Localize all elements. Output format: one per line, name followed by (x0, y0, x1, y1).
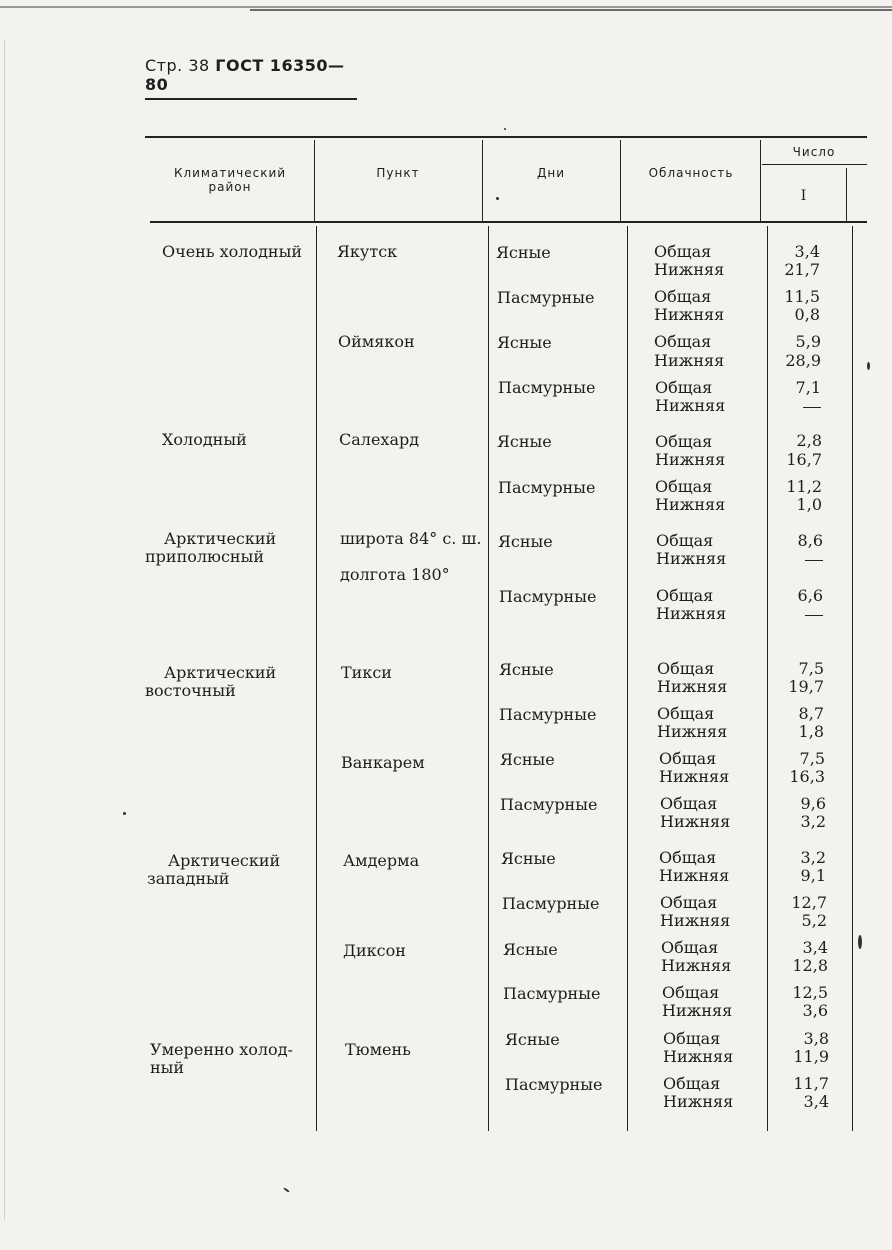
day-type: Ясные (499, 660, 554, 679)
col-divider (482, 140, 483, 222)
point-name: широта 84° с. ш. (340, 529, 482, 548)
region-name: Очень холодный (162, 242, 302, 261)
region-name: Умеренно холод- (150, 1040, 293, 1059)
standard-number: ГОСТ 16350—80 (145, 56, 345, 94)
value-lower: 3,2 (800, 812, 826, 831)
scan-left-edge (4, 40, 5, 1220)
region-name: Арктический (164, 663, 277, 682)
cloud-lower: Нижняя (657, 677, 728, 696)
col-divider (760, 140, 761, 222)
region-name: восточный (145, 681, 236, 700)
point-name: Салехард (339, 430, 420, 449)
scan-speck (867, 362, 870, 370)
day-type: Пасмурные (502, 894, 600, 913)
value-lower: 1,8 (798, 722, 824, 741)
cloud-lower: Нижняя (656, 604, 727, 623)
value-lower-dash (805, 615, 823, 616)
day-type: Пасмурные (498, 478, 596, 497)
scan-speck (504, 128, 506, 130)
cloud-lower: Нижняя (655, 396, 726, 415)
value-general: 8,6 (797, 531, 823, 550)
col-divider (852, 226, 853, 1131)
cloud-general: Общая (657, 659, 715, 678)
day-type: Пасмурные (500, 795, 598, 814)
cloud-lower: Нижняя (659, 767, 730, 786)
value-lower: 28,9 (785, 351, 821, 370)
col-header-region-line: район (208, 180, 252, 194)
value-general: 3,8 (803, 1029, 829, 1048)
col-header-month: I (800, 188, 808, 204)
cloud-general: Общая (655, 477, 713, 496)
day-type: Пасмурные (499, 705, 597, 724)
value-general: 7,1 (795, 378, 821, 397)
day-type: Пасмурные (503, 984, 601, 1003)
day-type: Пасмурные (505, 1075, 603, 1094)
cloud-general: Общая (661, 938, 719, 957)
day-type: Ясные (503, 940, 558, 959)
value-general: 2,8 (796, 431, 822, 450)
point-name: долгота 180° (340, 565, 450, 584)
value-lower: 11,9 (793, 1047, 829, 1066)
day-type: Ясные (497, 333, 552, 352)
cloud-general: Общая (660, 893, 718, 912)
day-type: Ясные (501, 849, 556, 868)
point-name: Тюмень (345, 1040, 411, 1059)
region-name: Холодный (162, 430, 247, 449)
value-general: 5,9 (795, 332, 821, 351)
value-lower-dash (803, 407, 821, 408)
value-general: 11,2 (786, 477, 822, 496)
value-general: 11,7 (793, 1074, 829, 1093)
scan-speck (123, 812, 126, 815)
day-type: Пасмурные (498, 378, 596, 397)
col-header-region (150, 166, 310, 194)
cloud-general: Общая (654, 242, 712, 261)
cloud-general: Общая (659, 848, 717, 867)
cloud-lower: Нижняя (656, 549, 727, 568)
point-name: Диксон (343, 941, 406, 960)
cloud-lower: Нижняя (654, 351, 725, 370)
value-general: 12,5 (792, 983, 828, 1002)
cloud-general: Общая (655, 432, 713, 451)
cloud-general: Общая (660, 794, 718, 813)
value-lower: 16,3 (789, 767, 825, 786)
page-header (145, 56, 357, 100)
value-general: 3,2 (800, 848, 826, 867)
value-lower: 5,2 (801, 911, 827, 930)
cloud-general: Общая (663, 1029, 721, 1048)
cloud-general: Общая (657, 704, 715, 723)
cloud-lower: Нижняя (654, 260, 725, 279)
point-name: Якутск (337, 242, 398, 261)
col-divider (314, 140, 315, 222)
cloud-general: Общая (655, 378, 713, 397)
value-lower: 3,6 (802, 1001, 828, 1020)
cloud-lower: Нижняя (661, 956, 732, 975)
cloud-lower: Нижняя (662, 1001, 733, 1020)
scan-top-edge (0, 6, 892, 8)
cloud-lower: Нижняя (663, 1047, 734, 1066)
value-lower: 9,1 (800, 866, 826, 885)
region-name: Арктический (168, 851, 281, 870)
day-type: Ясные (505, 1030, 560, 1049)
value-general: 3,4 (802, 938, 828, 957)
value-lower: 19,7 (788, 677, 824, 696)
cloud-general: Общая (656, 586, 714, 605)
value-lower: 12,8 (792, 956, 828, 975)
cloud-lower: Нижняя (660, 911, 731, 930)
col-divider (627, 226, 628, 1131)
cloud-general: Общая (656, 531, 714, 550)
day-type: Ясные (496, 243, 551, 262)
col-header-count: Число (792, 145, 836, 159)
scan-top-edge (250, 9, 892, 11)
cloud-lower: Нижняя (659, 866, 730, 885)
cloud-lower: Нижняя (663, 1092, 734, 1111)
value-general: 8,7 (798, 704, 824, 723)
value-lower-dash (805, 560, 823, 561)
col-divider (316, 226, 317, 1131)
point-name: Амдерма (343, 851, 420, 870)
point-name: Ванкарем (341, 753, 425, 772)
cloud-lower: Нижняя (655, 495, 726, 514)
table-top-rule (145, 136, 867, 138)
day-type: Ясные (500, 750, 555, 769)
col-divider (846, 168, 847, 222)
value-general: 7,5 (798, 659, 824, 678)
region-name: Арктический (164, 529, 277, 548)
point-name: Тикси (341, 663, 392, 682)
day-type: Ясные (497, 432, 552, 451)
col-header-cloudiness: Облачность (648, 166, 734, 180)
value-lower: 0,8 (794, 305, 820, 324)
value-general: 3,4 (794, 242, 820, 261)
value-general: 9,6 (800, 794, 826, 813)
point-name: Оймякон (338, 332, 415, 351)
day-type: Пасмурные (499, 587, 597, 606)
value-general: 11,5 (784, 287, 820, 306)
scan-speck (858, 935, 862, 949)
col-header-point: Пункт (376, 166, 420, 180)
day-type: Ясные (498, 532, 553, 551)
value-lower: 1,0 (796, 495, 822, 514)
cloud-lower: Нижняя (654, 305, 725, 324)
col-divider (488, 226, 489, 1131)
day-type: Пасмурные (497, 288, 595, 307)
scan-speck (496, 197, 499, 200)
region-name: ный (150, 1058, 185, 1077)
cloud-lower: Нижняя (655, 450, 726, 469)
value-general: 12,7 (791, 893, 827, 912)
page-label: Стр. 38 (145, 56, 210, 75)
region-name: западный (147, 869, 230, 888)
scan-speck (283, 1187, 290, 1193)
value-lower: 21,7 (784, 260, 820, 279)
cloud-general: Общая (654, 332, 712, 351)
col-divider (620, 140, 621, 222)
cloud-general: Общая (654, 287, 712, 306)
cloud-lower: Нижняя (657, 722, 728, 741)
cloud-general: Общая (662, 983, 720, 1002)
col-header-days: Дни (536, 166, 566, 180)
table-subheader-rule (762, 164, 867, 165)
value-lower: 16,7 (786, 450, 822, 469)
cloud-general: Общая (659, 749, 717, 768)
cloud-general: Общая (663, 1074, 721, 1093)
cloud-lower: Нижняя (660, 812, 731, 831)
value-lower: 3,4 (803, 1092, 829, 1111)
value-general: 6,6 (797, 586, 823, 605)
value-general: 7,5 (799, 749, 825, 768)
col-header-region-line: Климатический (173, 166, 287, 180)
region-name: приполюсный (145, 547, 264, 566)
